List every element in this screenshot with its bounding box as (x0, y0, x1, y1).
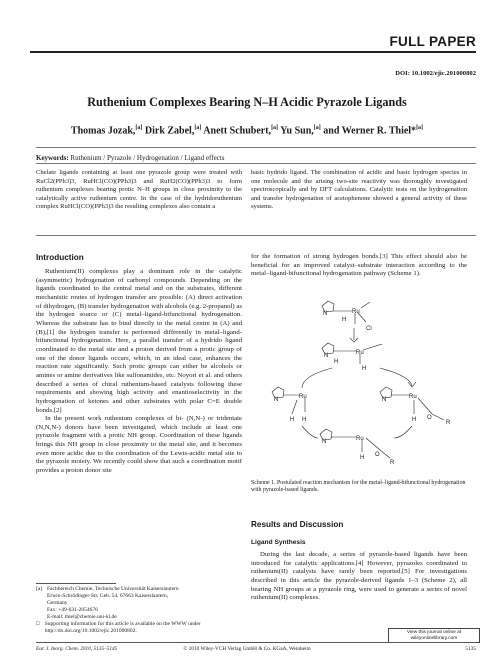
divider (36, 235, 476, 236)
scheme-caption: Scheme 1. Postulated reaction mechanism for the metal–ligand-bifunctional hydrogenation with pyrazole-based ligands. (251, 480, 466, 494)
atom-h: H (342, 317, 347, 323)
header-rule (30, 51, 476, 53)
atom-n: N (274, 397, 279, 403)
supporting-info-icon: □ (36, 621, 40, 628)
scheme-mechanism (262, 288, 464, 466)
fax-line: Fax: +49-631-2054676 (47, 606, 98, 613)
atom-o: O (375, 452, 380, 458)
atom-h: H (290, 417, 295, 423)
doi[interactable]: DOI: 10.1002/ejic.201000802 (395, 70, 476, 77)
introduction-heading: Introduction (36, 253, 84, 262)
supporting-info[interactable]: Supporting information for this article is available on the WWW under http://dx.doi.org/10.1002/ejic.201000802. (44, 621, 201, 634)
atom-r: R (446, 420, 451, 426)
author-name: and Werner R. Thiel* (323, 125, 417, 137)
atom-ru: Ru (356, 436, 364, 442)
affiliation-mark: [a] (194, 125, 202, 131)
journal-online-badge[interactable] (388, 628, 480, 643)
atom-h: H (362, 366, 367, 372)
author-name: Anett Schubert, (203, 125, 272, 137)
atom-n: N (322, 439, 327, 445)
author-name: Dirk Zabel, (144, 125, 195, 137)
introduction-continued: for the formation of strong hydrogen bonds.[3] This effect should also be beneficial for an improved catalyst–substrate interaction according to the metal–ligand-bifunctional hydrogenation pathway (Scheme 1). (251, 253, 467, 278)
paragraph: Ruthenium(II) complexes play a dominant role in the catalytic (asymmetric) hydrogenation of carbonyl compounds. Depending on the ligands coordinated to the central metal and on the substrates, different mechanistic routes of hydrogen transfer are possible: (A) direct activation of dihydrogen, (B) transfer hydrogenation with alcohols (e.g. 2-propanol) as the hydrogen source or (C) metal–ligand-bifunctional hydrogenation. Whereas the substrate has to bind directly to the metal centre in (A) and (B),[1] the hydrogen transfer is performed differently in metal–ligand-bifunctional hydrogenation. Here, a parallel transfer of a hydrido ligand coordinated to the metal site and a proton derived from a protic group of one of the donor ligands occurs, which, in an ideal case, enhances the reaction rate significantly. Such protic groups can either be alcohols or amines or amine derivatives like sulfonamides, etc. Noyori et al. and others described a series of chiral ruthenium-based catalysts following these requirements and showing high activity and enantioselectivity in the hydrogenation of ketones and other substrates with polar C=E double bonds.[2] (36, 268, 242, 414)
footer-rule (36, 642, 476, 643)
affiliation-mark: [a] (416, 125, 424, 131)
atom-n: N (323, 311, 328, 317)
affiliation-mark: [a] (36, 586, 43, 592)
atom-r: R (390, 460, 395, 466)
atom-ru: Ru (299, 394, 307, 400)
keywords-text: Ruthenium / Pyrazole / Hydrogenation / Ligand effects (70, 154, 225, 162)
atom-n: N (382, 397, 387, 403)
keywords (36, 154, 224, 162)
atom-ru: Ru (352, 309, 360, 315)
copyright: © 2010 Wiley-VCH Verlag GmbH & Co. KGaA, Weinheim (183, 646, 311, 652)
badge-line: View this journal online at (406, 630, 462, 635)
paragraph: During the last decade, a series of pyrazole-based ligands have been introduced for catalytic applications.[4] However, pyrazoles coordinated to ruthenium(II) catalysts have rarely been reported.[5] For investigations described in this article the pyrazole-derived ligands 1–3 (Scheme 2), all bearing NH groups at a pyrazole ring, were used to generate a series of novel ruthenium(II) complexes. (251, 551, 467, 602)
author-list (0, 125, 494, 136)
address-line: Fachbereich Chemie, Technische Universität Kaiserslautern (47, 586, 179, 592)
footnote-rule (36, 583, 116, 584)
results-body (251, 551, 467, 603)
atom-ru: Ru (356, 350, 364, 356)
complex-right (380, 387, 444, 420)
complex-middle (322, 343, 382, 364)
section-label: FULL PAPER (389, 34, 476, 49)
atom-h: H (412, 417, 417, 423)
affiliation-mark: [a] (135, 125, 143, 131)
journal-citation: Eur. J. Inorg. Chem. 2010, 5135–5145 (36, 646, 118, 652)
abstract-left: Chelate ligands containing at least one pyrazole group were treated with RuCl2(PPh3)3, RuHCl(CO)(PPh3)3 and RuH2(CO)(PPh3)3 to form ruthenium complexes bearing protic N–H groups in close proximity to the catalytically active ruthenium centre. In the case of the hydridoruthenium complex RuHCl(CO)(PPh3)3 the resulting complexes also contain a (36, 169, 242, 211)
paragraph: In the present work ruthenium complexes of bi- (N,N-) or tridentate (N,N,N-) donors have been investigated, which include at least one pyrazole fragment with a protic NH group. Coordination of these ligands brings this NH group in close proximity to the metal site, and it becomes even more acidic due to the coordination of the Lewis-acidic metal site to the pyrazole moiety. We recently could show that such a coordination motif provides a proton donor site (36, 415, 242, 475)
affiliation-footnote (36, 586, 242, 635)
badge-line: wileyonlinelibrary.com (410, 635, 458, 641)
atom-ru: Ru (409, 394, 417, 400)
subsection-heading: Ligand Synthesis (251, 539, 306, 546)
atom-n: N (324, 353, 329, 359)
introduction-body (36, 268, 242, 476)
keywords-label: Keywords: (36, 154, 69, 162)
address-line: Germany (47, 599, 68, 606)
address-line: Erwin-Schrödinger-Str. Geb. 54, 67663 Kaiserslautern, (47, 592, 169, 599)
results-heading: Results and Discussion (251, 520, 344, 529)
atom-cl: Cl (366, 326, 372, 332)
divider (36, 163, 476, 164)
email-line[interactable]: E-mail: thiel@chemie.uni-kl.de (47, 613, 117, 620)
atom-h: H (360, 455, 365, 461)
affiliation-mark: [a] (271, 125, 279, 131)
page-number: 5135 (465, 646, 476, 652)
divider (36, 147, 476, 148)
atom-o: O (427, 415, 432, 421)
author-name: Thomas Jozak, (70, 125, 136, 137)
cycle-arrows (302, 328, 416, 438)
affiliation-mark: [a] (313, 125, 321, 131)
atom-h: H (302, 417, 307, 423)
author-name: Yu Sun, (280, 125, 314, 137)
article-title: Ruthenium Complexes Bearing N–H Acidic Pyrazole Ligands (87, 95, 407, 109)
abstract-right: basic hydrido ligand. The combination of acidic and basic hydrogen species in one molecule and the arising two-site reactivity was thoroughly investigated spectroscopically and by DFT calculations. Catalytic tests on the hydrogenation and transfer hydrogenation of acetophenone showed a general activity of these systems. (251, 169, 467, 211)
atom-h: H (334, 359, 339, 365)
